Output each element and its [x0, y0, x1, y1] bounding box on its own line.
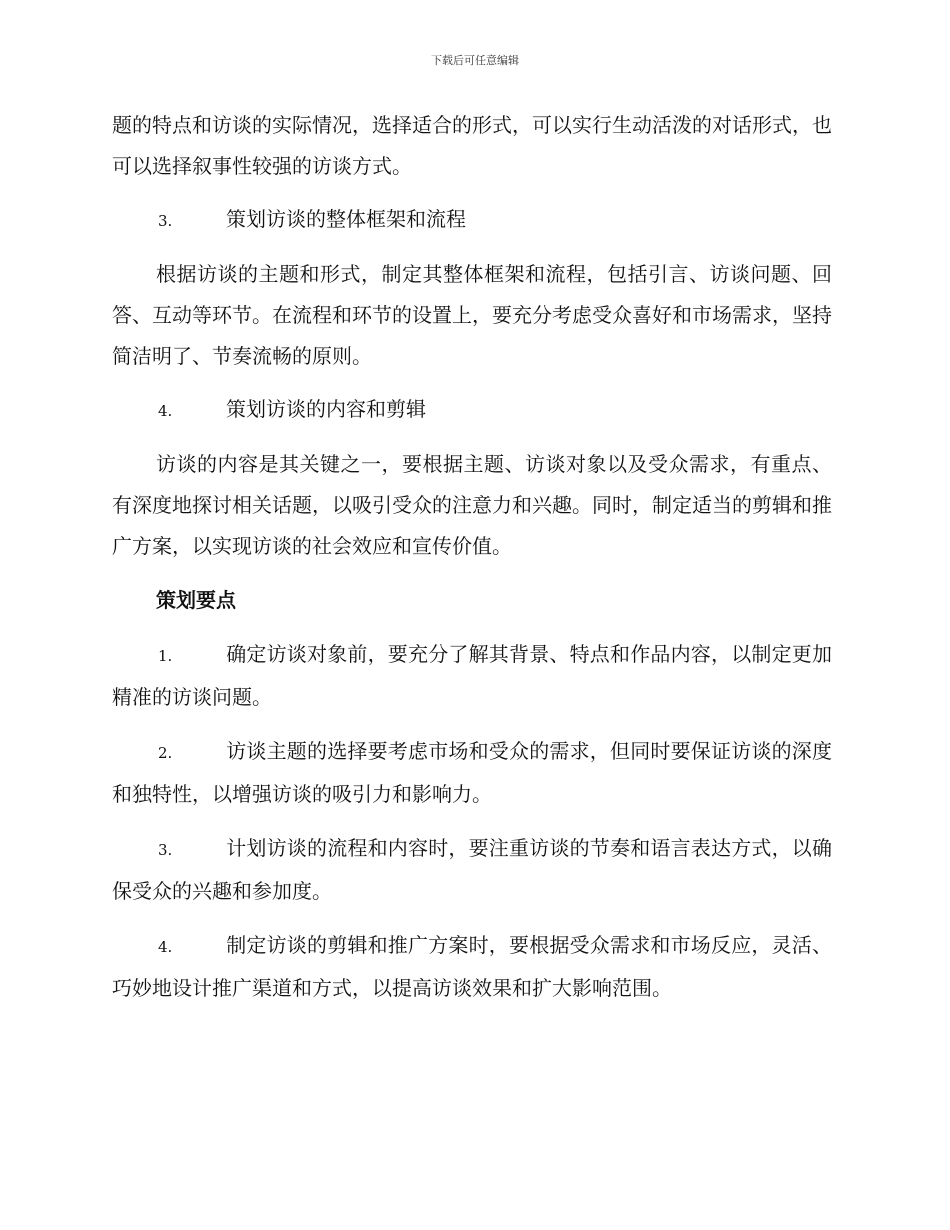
key-point-text: 计划访谈的流程和内容时，要注重访谈的节奏和语言表达方式，以确保受众的兴趣和参加度。	[112, 836, 832, 903]
section-3-paragraph: 根据访谈的主题和形式，制定其整体框架和流程，包括引言、访谈问题、回答、互动等环节。在流程和环节的设置上，要充分考虑受众喜好和市场需求，坚持简洁明了、节奏流畅的原则。	[112, 262, 832, 368]
section-3-title	[112, 199, 832, 242]
section-3-number: 3.	[158, 212, 173, 230]
key-point-item	[112, 634, 832, 718]
page-header: 下载后可任意编辑	[431, 54, 519, 67]
key-point-item	[112, 731, 832, 815]
intro-paragraph: 题的特点和访谈的实际情况，选择适合的形式，可以实行生动活泼的对话形式，也可以选择叙事性较强的访谈方式。	[112, 113, 832, 178]
key-point-number: 1.	[158, 647, 173, 665]
key-point-number: 3.	[158, 841, 173, 859]
section-3-title-text: 策划访谈的整体框架和流程	[226, 207, 466, 231]
key-point-item	[112, 828, 832, 912]
document-body	[112, 105, 832, 1009]
key-point-number: 2.	[158, 744, 173, 762]
section-4-paragraph: 访谈的内容是其关键之一，要根据主题、访谈对象以及受众需求，有重点、有深度地探讨相关话题，以吸引受众的注意力和兴趣。同时，制定适当的剪辑和推广方案，以实现访谈的社会效应和宣传价值。	[112, 452, 832, 558]
key-point-item	[112, 925, 832, 1009]
key-point-text: 制定访谈的剪辑和推广方案时，要根据受众需求和市场反应，灵活、巧妙地设计推广渠道和方式，以提高访谈效果和扩大影响范围。	[112, 933, 832, 1000]
key-point-text: 访谈主题的选择要考虑市场和受众的需求，但同时要保证访谈的深度和独特性，以增强访谈的吸引力和影响力。	[112, 739, 832, 806]
key-points-heading: 策划要点	[156, 588, 236, 612]
section-4-title	[112, 389, 832, 432]
key-point-text: 确定访谈对象前，要充分了解其背景、特点和作品内容，以制定更加精准的访谈问题。	[112, 642, 832, 709]
section-4-title-text: 策划访谈的内容和剪辑	[226, 397, 426, 421]
section-4-number: 4.	[158, 402, 173, 420]
key-point-number: 4.	[158, 938, 173, 956]
